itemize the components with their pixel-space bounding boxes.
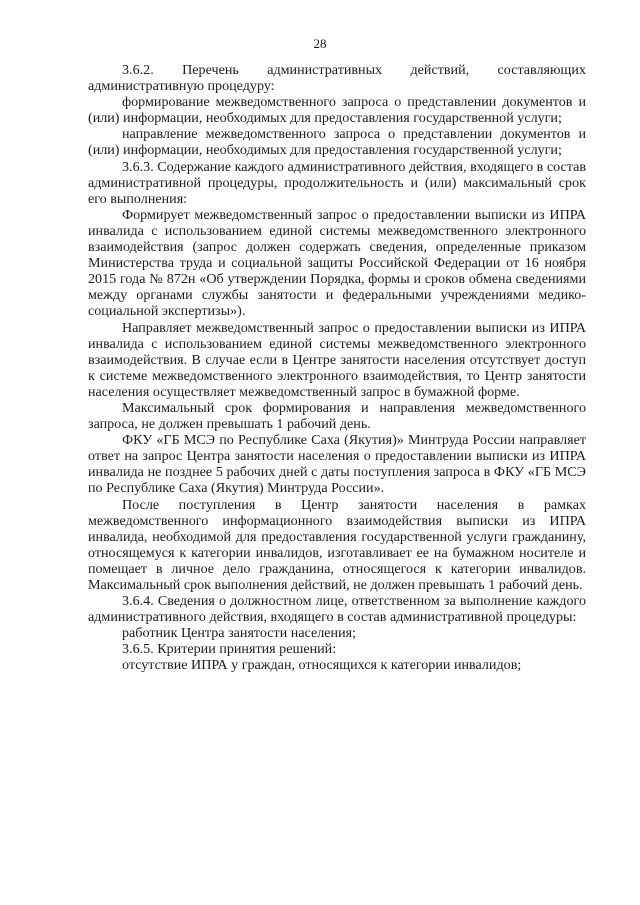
paragraph-3-6-5-heading: 3.6.5. Критерии принятия решений: <box>122 641 337 658</box>
paragraph-forms-request: Формирует межведомственный запрос о предоставлении выписки из ИПРА инвалида с использованием единой системы межведомственного электронного взаимодействия (запрос должен содержать сведения, определенные приказом Министерства труда и социальной защиты Российской Федерации от 16 ноября 2015 года № 872н «Об утверждении Порядка, формы и сроков обмена сведениями между органами службы занятости и федеральными учреждениями медико-социальной экспертизы»). <box>88 206 586 320</box>
paragraph-3-6-3-heading: 3.6.3. Содержание каждого административного действия, входящего в состав административной процедуры, продолжительность и (или) максимальный срок его выполнения: <box>88 158 586 207</box>
paragraph-after-receipt: После поступления в Центр занятости населения в рамках межведомственного информационного взаимодействия выписки из ИПРА инвалида, необходимой для предоставления государственной услуги гражданину, относящемуся к категории инвалидов, изготавливает ее на бумажном носителе и помещает в личное дело гражданина, относящегося к категории инвалидов. Максимальный срок выполнения действий, не должен превышать 1 рабочий день. <box>88 496 586 593</box>
page-number: 28 <box>313 36 327 51</box>
paragraph-3-6-2-heading: 3.6.2. Перечень административных действий, составляющих административную процедуру: <box>88 62 586 95</box>
paragraph-max-term: Максимальный срок формирования и направления межведомственного запроса, не должен превышать 1 рабочий день. <box>88 399 586 433</box>
paragraph-forming-request: формирование межведомственного запроса о представлении документов и (или) информации, необходимых для предоставления государственной услуги; <box>88 94 586 127</box>
paragraph-criteria-absence: отсутствие ИПРА у граждан, относящихся к категории инвалидов; <box>122 657 522 674</box>
document-body <box>88 62 586 674</box>
paragraph-sending-request: направление межведомственного запроса о представлении документов и (или) информации, необходимых для предоставления государственной услуги; <box>88 126 586 159</box>
paragraph-3-6-4-heading: 3.6.4. Сведения о должностном лице, ответственном за выполнение каждого административного действия, входящего в состав административной процедуры: <box>88 593 586 626</box>
paragraph-fku-response: ФКУ «ГБ МСЭ по Республике Саха (Якутия)» Минтруда России направляет ответ на запрос Центра занятости населения о предоставлении выписки из ИПРА инвалида не позднее 5 рабочих дней с даты поступления запроса в ФКУ «ГБ МСЭ по Республике Саха (Якутия) Минтруда России». <box>88 432 586 497</box>
paragraph-employee: работник Центра занятости населения; <box>122 625 357 642</box>
paragraph-sends-request: Направляет межведомственный запрос о предоставлении выписки из ИПРА инвалида с использованием единой системы межведомственного электронного взаимодействия. В случае если в Центре занятости населения отсутствует доступ к системе межведомственного электронного взаимодействия, то Центр занятости населения осуществляет межведомственный запрос в бумажной форме. <box>88 319 586 400</box>
